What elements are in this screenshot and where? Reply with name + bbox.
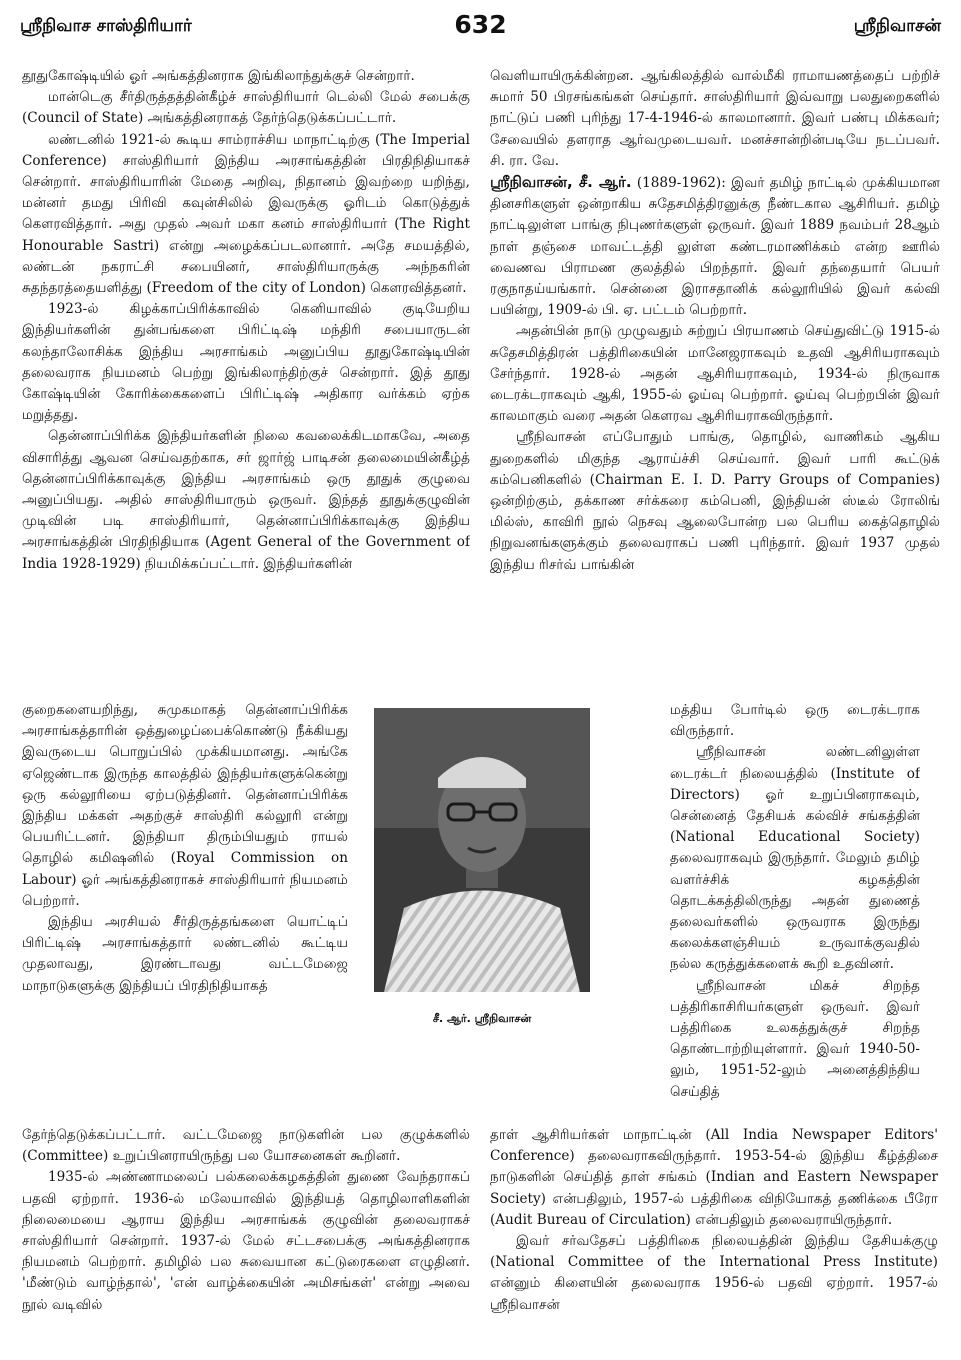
entry-years: (1889-1962): (636, 175, 726, 192)
bottom-section (22, 1125, 940, 1355)
left-column (22, 66, 470, 696)
portrait-photo (374, 708, 590, 992)
bottom-left-column (22, 1125, 470, 1355)
paragraph: குறைகளையறிந்து, சுமுகமாகத் தென்னாப்பிரிக்க அரசாங்கத்தாரின் ஒத்துழைப்பைக்கொண்டு நீக்கியது இவருடைய பொறுப்பில் முக்கியமானது. அங்கே ஏஜெண்டாக இருந்த காலத்தில் இந்தியர்களுக்கென்று ஒரு கல்லூரியை ஏற்படுத்தினர். தென்னாப்பிரிக்க இந்திய மக்கள் அதற்குச் சாஸ்திரி கல்லூரி என்று பெயரிட்டனர். இந்தியா திரும்பியதும் ராயல் தொழில் கமிஷனில் (Royal Commission on Labour) ஓர் அங்கத்தினராகச் சாஸ்திரியார் நியமனம் பெற்றார். (22, 702, 348, 909)
page-header (20, 10, 941, 44)
paragraph: தேர்ந்தெடுக்கப்பட்டார். வட்டமேஜை நாடுகளின் பல குழுக்களில் (Committee) உறுப்பினராயிருந்து பல யோசனைகள் கூறினர். (22, 1127, 470, 1165)
paragraph: 1923-ல் கிழக்காப்பிரிக்காவில் கெனியாவில் குடியேறிய இந்தியர்களின் துன்பங்களை பிரிட்டிஷ் மந்திரி சபையாருடன் கலந்தாலோசிக்க இந்திய அரசாங்கம் அனுப்பிய தூதுகோஷ்டியின் தலைவராக நியமனம் பெற்று இங்கிலாந்திற்குச் சென்றார். இத் தூது கோஷ்டியின் கோரிக்கைகளைப் பிரிட்டிஷ் அதிகார வர்க்கம் ஏற்க மறுத்தது. (22, 301, 470, 424)
paragraph: மான்டெகு சீர்திருத்தத்தின்கீழ்ச் சாஸ்திரியார் டெல்லி மேல் சபைக்கு (Council of State) அங்கத்தினராகத் தேர்ந்தெடுக்கப்பட்டார். (22, 89, 470, 127)
paragraph: தென்னாப்பிரிக்க இந்தியர்களின் நிலை கவலைக்கிடமாகவே, அதை விசாரித்து ஆவன செய்வதற்காக, சர் ஜார்ஜ் பாடிசன் தலைமையின்கீழ்த் தென்னாப்பிரிக்காவுக்கு இந்திய அரசாங்கம் ஒரு தூதுக் குழுவை அனுப்பியது. அதில் சாஸ்திரியாரும் ஒருவர். இந்தத் தூதுக்குழுவின் முடிவின் படி சாஸ்திரியார், தென்னாப்பிரிக்காவுக்கு இந்திய அரசாங்கத்தின் பிரதிநிதியாக (Agent General of the Government of India 1928-1929) நியமிக்கப்பட்டார். இந்தியர்களின் (22, 428, 470, 572)
entry-title: ஸ்ரீநிவாசன், சீ. ஆர். (490, 173, 632, 192)
narrow-right-column (670, 700, 920, 1180)
paragraph: தூதுகோஷ்டியில் ஓர் அங்கத்தினராக இங்கிலாந்துக்குச் சென்றார். (22, 68, 415, 84)
paragraph: வெளியாயிருக்கின்றன. ஆங்கிலத்தில் வால்மீகி ராமாயணத்தைப் பற்றிச் சுமார் 50 பிரசங்கங்கள் செய்தார். சாஸ்திரியார் இவ்வாறு பலதுறைகளில் நாட்டுப் பணி புரிந்து 17-4-1946-ல் காலமானார். இவர் பண்பு மிக்கவர்; சேவையில் தளராத ஆர்வமுடையவர். மனச்சான்றின்படியே நடப்பவர். சி. ரா. வே. (490, 68, 940, 169)
paragraph: அதன்பின் நாடு முழுவதும் சுற்றுப் பிரயாணம் செய்துவிட்டு 1915-ல் சுதேசமித்திரன் பத்திரிகையின் மானேஜராகவும் உதவி ஆசிரியராகவும் சேர்ந்தார். 1928-ல் அதன் ஆசிரியராகவும், 1934-ல் நிருவாக டைரக்டராகவும் ஆகி, 1955-ல் ஓய்வு பெற்றார். ஓய்வு பெற்றபின் இவர் காலமாகும் வரை அதன் கௌரவ ஆசிரியராகவிருந்தார். (490, 323, 940, 425)
paragraph: லண்டனில் 1921-ல் கூடிய சாம்ராச்சிய மாநாட்டிற்கு (The Imperial Conference) சாஸ்திரியார் இந்திய அரசாங்கத்தின் பிரதிநிதியாகச் சென்றார். சாஸ்திரியாரின் மேதை அறிவு, நிதானம் இவற்றை யறிந்து, மன்னர் தமது பிரிவி கவுன்சிலில் இவருக்கு ஓரிடம் கொடுத்துக் கௌரவித்தார். அது முதல் அவர் மகா கனம் சாஸ்திரியார் (The Right Honourable Sastri) என்று அழைக்கப்படலானார். அதே சமயத்தில், லண்டன் நகராட்சி சபையினர், சாஸ்திரியாருக்கு அந்நகரின் சுதந்தரத்தையளித்து (Freedom of the city of London) கௌரவித்தனர். (22, 131, 470, 297)
paragraph: மத்திய போர்டில் ஒரு டைரக்டராக விருந்தார். (670, 702, 920, 740)
paragraph: இந்திய அரசியல் சீர்திருத்தங்களை யொட்டிப் பிரிட்டிஷ் அரசாங்கத்தார் லண்டனில் கூட்டிய முதலாவது, இரண்டாவது வட்டமேஜை மாநாடுகளுக்கு இந்தியப் பிரதிநிதியாகத் (22, 914, 348, 994)
entry-intro (490, 172, 940, 321)
running-head-left: ஸ்ரீநிவாச சாஸ்திரியார் (20, 16, 192, 36)
photo-caption: சீ. ஆர். ஸ்ரீநிவாசன் (432, 1012, 532, 1025)
paragraph: இவர் தமிழ் நாட்டில் முக்கியமான தினசரிகளுள் ஒன்றாகிய சுதேசமித்திரனுக்கு நீண்டகால ஆசிரியர். தமிழ் நாட்டிலுள்ள பாங்கு நிபுணர்களுள் ஒருவர். இவர் 1889 நவம்பர் 28ஆம் நாள் தஞ்சை மாவட்டத்தி லுள்ள கண்டரமாணிக்கம் என்ற ஊரில் வைணவ பிராமண குலத்தில் பிறந்தார். இவர் தந்தையார் பெயர் ரகுநாதய்யங்கார். சென்னை இராசதானிக் கல்லூரியில் இவர் கல்வி பயின்று, 1909-ல் பி. ஏ. பட்டம் பெற்றார். (490, 175, 940, 319)
right-column (490, 66, 940, 756)
bottom-right-column (490, 1125, 938, 1355)
paragraph: ஸ்ரீநிவாசன் எப்போதும் பாங்கு, தொழில், வாணிகம் ஆகிய துறைகளில் மிகுந்த ஆராய்ச்சி செய்வார். இவர் பாரி கூட்டுக் கம்பெனிகளில் (Chairman E. I. D. Parry Groups of Companies) ஒன்றிற்கும், தக்காண சர்க்கரை கம்பெனி, இந்தியன் ஸ்டீல் ரோலிங் மில்ஸ், காவிரி நூல் நெசவு ஆலைபோன்ற பல பெரிய கைத்தொழில் நிறுவனங்களுக்கும் தலைவராகப் பணி புரிந்தார். இவர் 1937 முதல் இந்திய ரிசர்வ் பாங்கின் (490, 429, 940, 573)
page-number: 632 (454, 10, 507, 39)
paragraph: ஸ்ரீநிவாசன் லண்டனிலுள்ள டைரக்டர் நிலையத்தில் (Institute of Directors) ஓர் உறுப்பினராகவும், சென்னைத் தேசியக் கல்விச் சங்கத்தின் (National Educational Society) தலைவராகவும் இருந்தார். மேலும் தமிழ் வளர்ச்சிக் கழகத்தின் தொடக்கத்திலிருந்து அதன் துணைத் தலைவர்களில் ஒருவராக இருந்து கலைக்களஞ்சியம் உருவாக்குவதில் நல்ல கருத்துக்களைக் கூறி உதவினர். (670, 744, 920, 973)
portrait-illustration (374, 708, 590, 992)
paragraph: தாள் ஆசிரியர்கள் மாநாட்டின் (All India Newspaper Editors' Conference) தலைவராகவிருந்தார். 1953-54-ல் இந்திய கீழ்த்திசை நாடுகளின் செய்தித் தாள் சங்கம் (Indian and Eastern Newspaper Society) என்பதிலும், 1957-ல் பத்திரிகை விநியோகத் தணிக்கை பீரோ (Audit Bureau of Circulation) என்பதிலும் தலைவராயிருந்தார். (490, 1127, 938, 1228)
paragraph: 1935-ல் அண்ணாமலைப் பல்கலைக்கழகத்தின் துணை வேந்தராகப் பதவி ஏற்றார். 1936-ல் மலேயாவில் இந்தியத் தொழிலாளிகளின் நிலைமையை ஆராய இந்திய அரசாங்கக் குழுவின் தலைவராகச் சாஸ்திரியார் சென்றார். 1937-ல் மேல் சட்டசபைக்கு அங்கத்தினராக நியமனம் பெற்றார். தமிழில் பல சுவையான கட்டுரைகளை எழுதினர். 'மீண்டும் வாழ்ந்தால்', 'என் வாழ்க்கையின் அமிசங்கள்' என்று அவை நூல் வடிவில் (22, 1169, 470, 1313)
paragraph: இவர் சர்வதேசப் பத்திரிகை நிலையத்தின் இந்திய தேசியக்குழு (National Committee of the International Press Institute) என்னும் கிளையின் தலைவராக 1956-ல் பதவி ஏற்றார். 1957-ல் ஸ்ரீநிவாசன் (490, 1233, 938, 1313)
paragraph: ஸ்ரீநிவாசன் மிகச் சிறந்த பத்திரிகாசிரியர்களுள் ஒருவர். இவர் பத்திரிகை உலகத்துக்குச் சிறந்த தொண்டாற்றியுள்ளார். இவர் 1940-50-லும், 1951-52-லும் அனைத்திந்திய செய்தித் (670, 977, 920, 1100)
running-head-right: ஸ்ரீநிவாசன் (853, 16, 941, 36)
